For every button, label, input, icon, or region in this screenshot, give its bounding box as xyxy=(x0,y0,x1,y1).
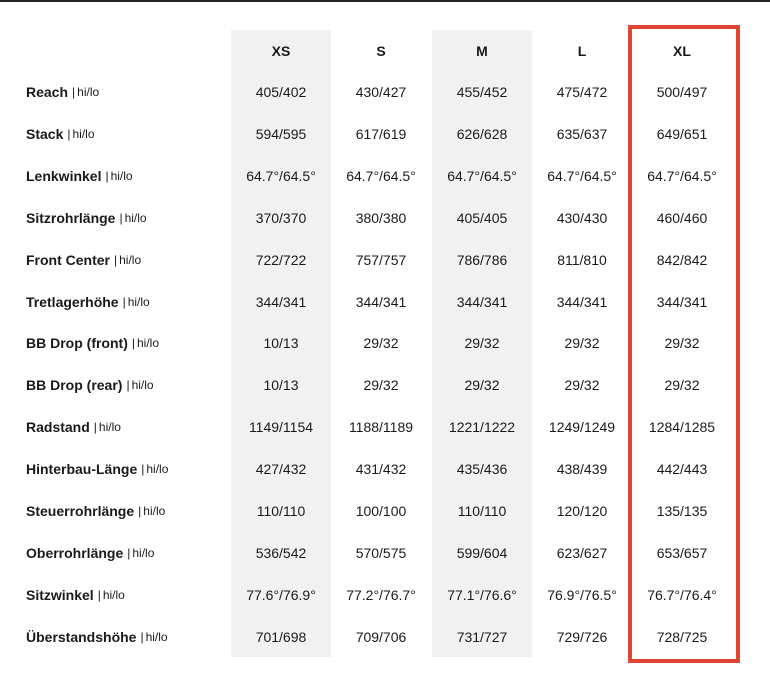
table-cell-xl: 842/842 xyxy=(656,251,708,268)
table-row xyxy=(0,448,770,490)
row-label xyxy=(26,71,99,113)
row-label-separator: | xyxy=(93,420,97,435)
table-cell-m: 626/628 xyxy=(456,125,508,142)
row-label-separator: | xyxy=(131,336,135,351)
table-row xyxy=(0,532,770,574)
table-cell-xs: 344/341 xyxy=(255,293,307,310)
table-cell-l: 76.9°/76.5° xyxy=(547,586,617,603)
table-cell-s: 380/380 xyxy=(355,209,407,226)
row-label-hilo: hi/lo xyxy=(124,210,147,225)
table-cell-m: 64.7°/64.5° xyxy=(447,167,517,184)
row-label-separator: | xyxy=(67,126,71,141)
table-row xyxy=(0,364,770,406)
row-label-name: BB Drop (rear) xyxy=(26,377,123,394)
row-label xyxy=(26,406,121,448)
row-label-hilo: hi/lo xyxy=(102,587,125,602)
row-label-separator: | xyxy=(97,587,101,602)
table-cell-l: 29/32 xyxy=(564,335,600,352)
row-label-separator: | xyxy=(72,85,76,99)
table-row xyxy=(0,71,770,113)
row-label-name: Reach xyxy=(26,84,69,100)
table-row xyxy=(0,322,770,364)
table-cell-m: 110/110 xyxy=(457,503,507,519)
row-label xyxy=(26,113,95,155)
table-cell-s: 29/32 xyxy=(363,335,399,352)
table-cell-s: 431/432 xyxy=(355,461,407,478)
table-cell-l: 430/430 xyxy=(556,209,608,226)
table-cell-l: 29/32 xyxy=(564,377,600,394)
table-cell-s: 64.7°/64.5° xyxy=(346,167,416,184)
table-cell-m: 29/32 xyxy=(464,377,500,394)
table-row xyxy=(0,574,770,616)
table-cell-m: 344/341 xyxy=(456,293,508,310)
table-cell-xl: 29/32 xyxy=(664,335,700,352)
table-cell-m: 455/452 xyxy=(456,84,508,100)
table-cell-xl: 29/32 xyxy=(664,377,700,394)
row-label-hilo: hi/lo xyxy=(132,545,155,560)
row-label-hilo: hi/lo xyxy=(98,420,121,435)
table-cell-m: 786/786 xyxy=(456,251,508,268)
table-cell-xl: 64.7°/64.5° xyxy=(647,167,717,184)
row-label-separator: | xyxy=(114,252,118,267)
table-cell-xs: 10/13 xyxy=(263,335,299,352)
table-cell-xl: 135/135 xyxy=(656,503,708,519)
table-cell-l: 623/627 xyxy=(556,544,608,561)
row-label-name: Überstandshöhe xyxy=(26,628,137,645)
table-cell-s: 1188/1189 xyxy=(348,419,414,436)
table-cell-l: 438/439 xyxy=(556,461,608,478)
row-label xyxy=(26,616,168,658)
table-cell-xl: 460/460 xyxy=(656,209,708,226)
row-label-hilo: hi/lo xyxy=(146,462,169,477)
size-header-m: M xyxy=(476,43,488,59)
table-cell-xl: 728/725 xyxy=(656,628,708,645)
table-cell-m: 599/604 xyxy=(456,544,508,561)
table-cell-l: 729/726 xyxy=(556,628,608,645)
row-label-hilo: hi/lo xyxy=(127,294,150,309)
table-row xyxy=(0,281,770,323)
table-cell-m: 731/727 xyxy=(456,628,508,645)
row-label-separator: | xyxy=(126,378,130,393)
row-label-separator: | xyxy=(138,504,142,518)
table-cell-l: 344/341 xyxy=(556,293,608,310)
row-label xyxy=(26,322,159,364)
table-cell-s: 100/100 xyxy=(355,503,407,519)
table-row xyxy=(0,406,770,448)
row-label-name: Sitzrohrlänge xyxy=(26,209,116,226)
table-cell-m: 29/32 xyxy=(464,335,500,352)
table-cell-xs: 77.6°/76.9° xyxy=(246,586,316,603)
table-cell-xs: 427/432 xyxy=(255,461,307,478)
table-row xyxy=(0,490,770,532)
row-label-name: Lenkwinkel xyxy=(26,167,102,184)
table-cell-s: 757/757 xyxy=(355,251,407,268)
table-cell-xl: 344/341 xyxy=(656,293,708,310)
size-header-xl: XL xyxy=(673,43,691,59)
table-cell-xs: 110/110 xyxy=(256,503,306,519)
table-row xyxy=(0,239,770,281)
row-label-separator: | xyxy=(119,210,123,225)
table-cell-xl: 500/497 xyxy=(656,84,708,100)
row-label-hilo: hi/lo xyxy=(110,168,133,183)
row-label-hilo: hi/lo xyxy=(137,336,160,351)
table-cell-xl: 1284/1285 xyxy=(648,419,716,436)
row-label xyxy=(26,281,150,323)
table-cell-xs: 10/13 xyxy=(263,377,299,394)
table-cell-xl: 653/657 xyxy=(656,544,708,561)
table-cell-s: 344/341 xyxy=(355,293,407,310)
table-cell-xl: 442/443 xyxy=(656,461,708,478)
row-label xyxy=(26,239,141,281)
row-label-name: Steuerrohrlänge xyxy=(26,503,135,519)
row-label-hilo: hi/lo xyxy=(119,252,142,267)
table-cell-m: 77.1°/76.6° xyxy=(447,586,517,603)
table-cell-l: 1249/1249 xyxy=(548,419,616,436)
table-cell-xs: 536/542 xyxy=(255,544,307,561)
row-label-name: Radstand xyxy=(26,419,90,436)
table-cell-s: 617/619 xyxy=(355,125,407,142)
table-row xyxy=(0,155,770,197)
row-label xyxy=(26,155,133,197)
row-label xyxy=(26,574,125,616)
table-row xyxy=(0,113,770,155)
table-cell-xs: 722/722 xyxy=(255,251,307,268)
table-cell-m: 435/436 xyxy=(456,461,508,478)
row-label xyxy=(26,197,147,239)
row-label-hilo: hi/lo xyxy=(143,504,166,518)
table-cell-l: 475/472 xyxy=(556,84,608,100)
top-divider xyxy=(0,0,770,2)
row-label-separator: | xyxy=(127,545,131,560)
table-cell-xl: 649/651 xyxy=(656,125,708,142)
table-cell-l: 64.7°/64.5° xyxy=(547,167,617,184)
row-label-hilo: hi/lo xyxy=(131,378,154,393)
row-label-name: Front Center xyxy=(26,251,110,268)
size-header-row xyxy=(0,30,770,72)
size-header-l: L xyxy=(577,43,587,59)
table-cell-s: 709/706 xyxy=(355,628,407,645)
table-cell-l: 120/120 xyxy=(556,503,608,519)
row-label-name: Sitzwinkel xyxy=(26,586,94,603)
table-cell-l: 811/810 xyxy=(557,251,607,268)
row-label-separator: | xyxy=(105,168,109,183)
table-cell-m: 405/405 xyxy=(456,209,508,226)
table-cell-l: 635/637 xyxy=(556,125,608,142)
row-label-name: Tretlagerhöhe xyxy=(26,293,119,310)
table-cell-m: 1221/1222 xyxy=(448,419,516,436)
row-label-hilo: hi/lo xyxy=(72,126,95,141)
row-label-separator: | xyxy=(140,629,144,644)
row-label xyxy=(26,448,168,490)
table-cell-s: 29/32 xyxy=(363,377,399,394)
table-cell-xs: 405/402 xyxy=(255,84,307,100)
row-label-separator: | xyxy=(141,462,145,477)
table-row xyxy=(0,616,770,658)
table-cell-s: 77.2°/76.7° xyxy=(346,586,416,603)
table-cell-xl: 76.7°/76.4° xyxy=(647,586,717,603)
row-label-hilo: hi/lo xyxy=(145,629,168,644)
table-cell-s: 570/575 xyxy=(355,544,407,561)
row-label-name: Stack xyxy=(26,125,64,142)
table-cell-s: 430/427 xyxy=(355,84,407,100)
table-row xyxy=(0,197,770,239)
table-cell-xs: 594/595 xyxy=(255,125,307,142)
row-label xyxy=(26,490,165,532)
row-label xyxy=(26,364,154,406)
row-label-hilo: hi/lo xyxy=(77,85,100,99)
row-label-name: Hinterbau-Länge xyxy=(26,461,138,478)
table-cell-xs: 1149/1154 xyxy=(248,419,314,436)
row-label xyxy=(26,532,154,574)
table-cell-xs: 64.7°/64.5° xyxy=(246,167,316,184)
size-header-xs: XS xyxy=(271,43,291,59)
row-label-name: BB Drop (front) xyxy=(26,335,128,352)
row-label-name: Oberrohrlänge xyxy=(26,544,124,561)
table-cell-xs: 701/698 xyxy=(255,628,307,645)
size-header-s: S xyxy=(376,43,386,59)
table-cell-xs: 370/370 xyxy=(255,209,307,226)
row-label-separator: | xyxy=(122,294,126,309)
